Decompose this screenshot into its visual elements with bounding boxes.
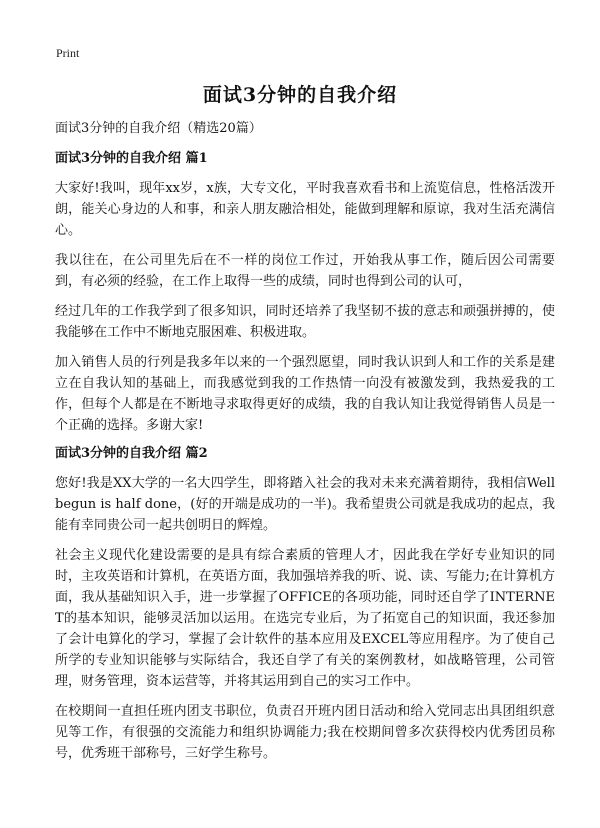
print-label[interactable]: Print [56,46,80,60]
paragraph: 大家好!我叫，现年xx岁，x族，大专文化，平时我喜欢看书和上流览信息，性格活泼开朗，能关心身边的人和事，和亲人朋友融洽相处，能做到理解和原谅，我对生活充满信心。 [55,181,555,238]
section-1 [55,150,555,436]
page-title: 面试3分钟的自我介绍 [202,84,398,106]
paragraph: 在校期间一直担任班内团支书职位，负责召开班内团日活动和给入党同志出具团组织意见等工作，有很强的交流能力和组织协调能力;我在校期间曾多次获得校内优秀团员称号，优秀班干部称号，三好学生称号。 [55,704,555,761]
paragraph: 您好!我是XX大学的一名大四学生，即将踏入社会的我对未来充满着期待，我相信Well begun is half done，(好的开端是成功的一半)。我希望贵公司就是我成功的起点，我能有幸同贵公司一起共创明日的辉煌。 [55,476,555,533]
section-2 [55,445,555,764]
paragraph: 加入销售人员的行列是我多年以来的一个强烈愿望，同时我认识到人和工作的关系是建立在自我认知的基础上，而我感觉到我的工作热情一向没有被激发到，我热爱我的工作，但每个人都是在不断地寻求取得更好的成绩，我的自我认知让我觉得销售人员是一个正确的选择。多谢大家! [55,355,555,433]
section-heading: 面试3分钟的自我介绍 篇1 [55,151,208,166]
document-subtitle: 面试3分钟的自我介绍（精选20篇） [55,121,262,136]
paragraph: 我以往在，在公司里先后在不一样的岗位工作过，开始我从事工作，随后因公司需要到，有必须的经验，在工作上取得一些的成绩，同时也得到公司的认可， [55,253,555,289]
paragraph: 经过几年的工作我学到了很多知识，同时还培养了我坚韧不拔的意志和顽强拼搏的，使我能够在工作中不断地克服困难、积极进取。 [55,304,555,340]
paragraph: 社会主义现代化建设需要的是具有综合素质的管理人才，因此我在学好专业知识的同时，主攻英语和计算机，在英语方面，我加强培养我的听、说、读、写能力;在计算机方面，我从基础知识入手，进一步掌握了OFFICE的各项功能，同时还自学了INTERNET的基本知识，能够灵活加以运用。在选完专业后，为了拓宽自己的知识面，我还参加了会计电算化的学习，掌握了会计软件的基本应用及EXCEL等应用程序。为了使自己所学的专业知识能够与实际结合，我还自学了有关的案例教材，如战略管理，公司管理，财务管理，资本运营等，并将其运用到自己的实习工作中。 [55,548,555,689]
document-body [55,120,555,773]
section-heading: 面试3分钟的自我介绍 篇2 [55,446,208,461]
